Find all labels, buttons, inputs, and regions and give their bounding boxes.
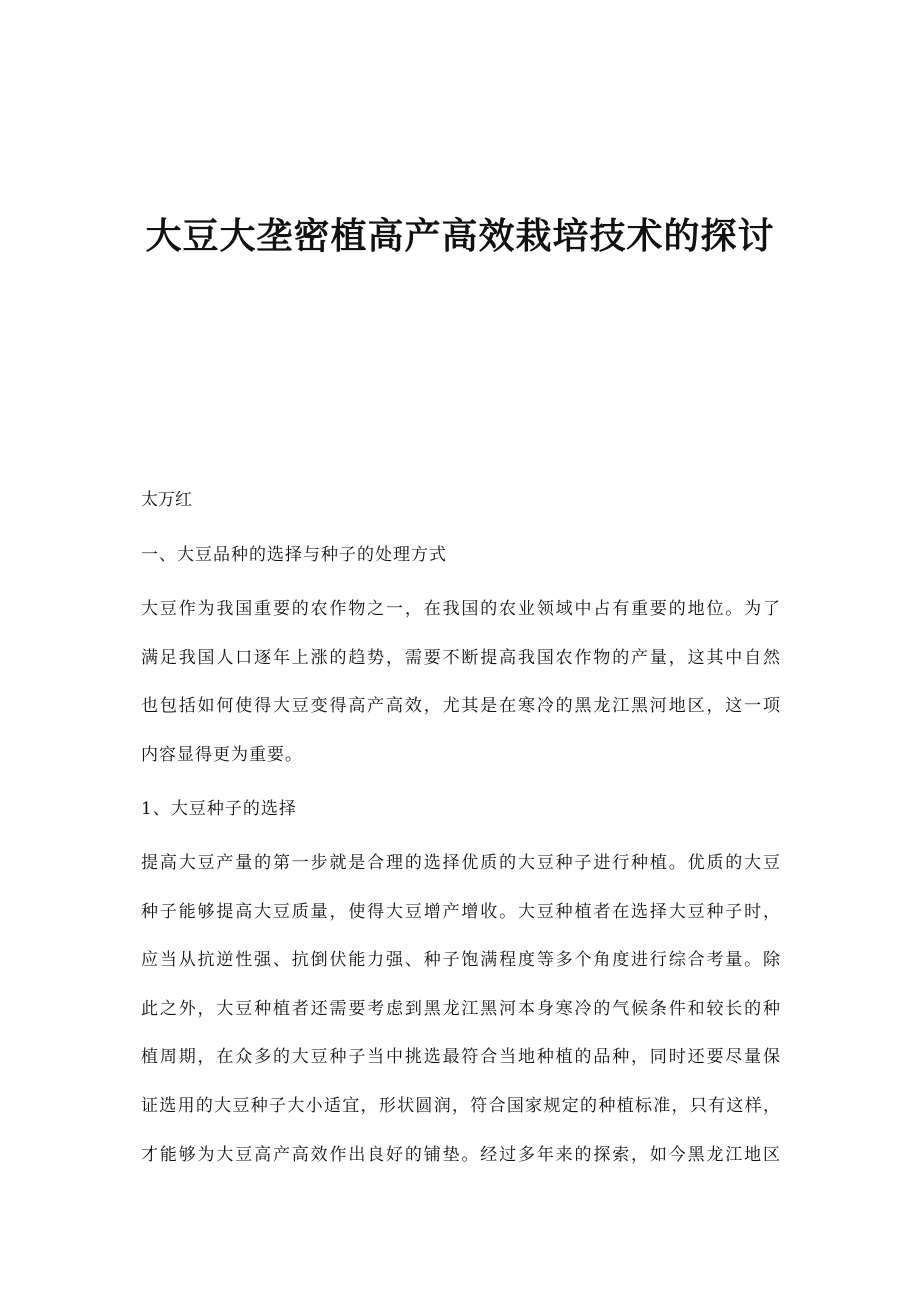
paragraph-line: 大豆作为我国重要的农作物之一，在我国的农业领域中占有重要的地位。为了 — [141, 599, 781, 619]
paragraph-line: 内容显得更为重要。 — [141, 744, 303, 765]
document-title: 大豆大垄密植高产高效栽培技术的探讨 — [145, 215, 775, 257]
paragraph-line: 应当从抗逆性强、抗倒伏能力强、种子饱满程度等多个角度进行综合考量。除 — [141, 950, 781, 971]
section-paragraph — [141, 585, 781, 779]
paragraph-line: 提高大豆产量的第一步就是合理的选择优质的大豆种子进行种植。优质的大豆 — [141, 853, 781, 873]
paragraph-line: 种子能够提高大豆质量，使得大豆增产增收。大豆种植者在选择大豆种子时， — [141, 901, 781, 922]
paragraph-line: 才能够为大豆高产高效作出良好的铺垫。经过多年来的探索，如今黑龙江地区 — [141, 1144, 781, 1165]
paragraph-line: 植周期，在众多的大豆种子当中挑选最符合当地种植的品种，同时还要尽量保 — [141, 1047, 781, 1068]
paragraph-line: 证选用的大豆种子大小适宜，形状圆润，符合国家规定的种植标准，只有这样， — [141, 1095, 781, 1116]
paragraph-line: 此之外，大豆种植者还需要考虑到黑龙江黑河本身寒冷的气候条件和较长的种 — [141, 998, 781, 1019]
subsection-heading: 1、大豆种子的选择 — [141, 799, 297, 819]
paragraph-line: 也包括如何使得大豆变得高产高效，尤其是在寒冷的黑龙江黑河地区，这一项 — [141, 696, 781, 717]
paragraph-line: 满足我国人口逐年上涨的趋势，需要不断提高我国农作物的产量，这其中自然 — [141, 647, 781, 668]
author-name: 太万红 — [141, 490, 192, 510]
subsection-paragraph — [141, 839, 781, 1179]
section-heading: 一、大豆品种的选择与种子的处理方式 — [141, 545, 447, 565]
